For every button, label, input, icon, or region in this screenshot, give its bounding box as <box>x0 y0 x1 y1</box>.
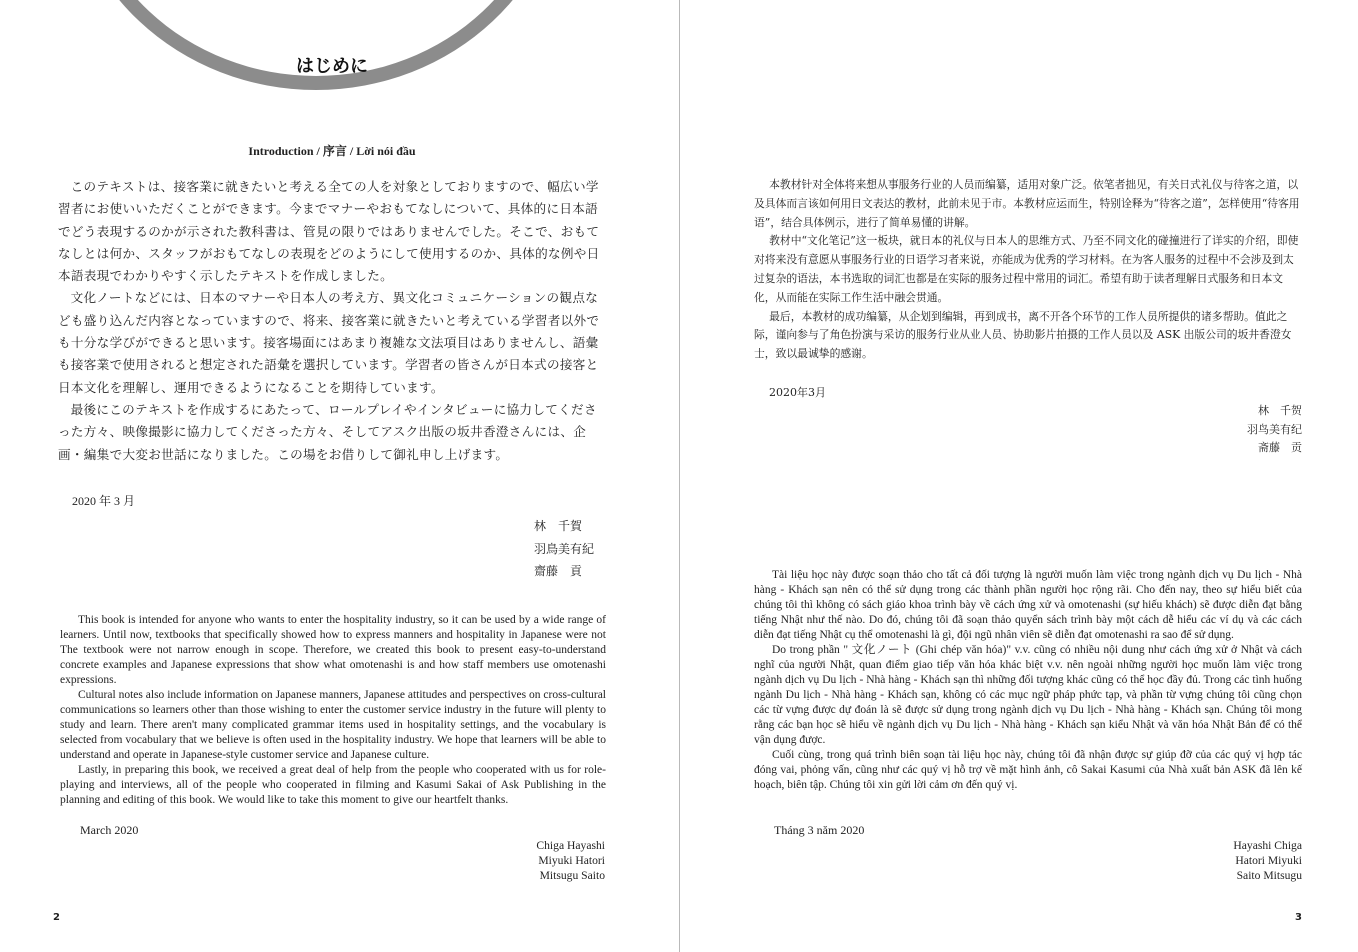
en-date: March 2020 <box>80 823 139 837</box>
en-paragraph-3: Lastly, in preparing this book, we received a great deal of help from the people who cooperated with us for role-playing and interviews, all of the people who cooperated in filming and Kasumi Sakai of Ask Publishing in the planning and editing of this book. We would like to take this moment to give our heartfelt thanks. <box>60 764 606 806</box>
cn-authors <box>1247 402 1302 458</box>
page-number-left: 2 <box>53 912 60 923</box>
english-intro <box>60 613 606 808</box>
japanese-intro <box>58 176 606 466</box>
chinese-intro <box>754 176 1302 364</box>
jp-author-3: 齋藤 貢 <box>534 564 583 578</box>
jp-paragraph-1: このテキストは、接客業に就きたいと考える全ての人を対象としておりますので、幅広い学習者にお使いいただくことができます。今までマナーやおもてなしについて、具体的に日本語でどう表現するのかが示された教科書は、管見の限りではありませんでした。そこで、おもてなしとは何か、スタッフがおもてなしの表現をどのようにして使用するのか、具体的な例や日本語表現でわかりやすく示したテキストを作成しました。 <box>58 179 600 284</box>
jp-date: 2020 年 3 月 <box>72 494 136 508</box>
vi-date: Tháng 3 năm 2020 <box>774 823 865 837</box>
vi-author-2: Hatori Miyuki <box>1235 854 1302 867</box>
jp-authors <box>534 515 594 583</box>
cn-date: 2020年3月 <box>769 386 826 399</box>
vi-paragraph-1: Tài liệu học này được soạn thảo cho tất cả đối tượng là người muốn làm việc trong ngành dịch vụ Du lịch - Nhà hàng - Khách sạn nên có thể sử dụng trong các thành phần người học rộng rãi. Cho đến nay, theo sự hiểu biết của chúng tôi thì không có sách giáo khoa trình bày về cách ứng xử và omotenashi (sự hiếu khách) sẽ được diễn đạt bằng tiếng Nhật như thế nào. Do đó, chúng tôi đã soạn thảo quyển sách trình bày một cách dễ hiểu các ví dụ và các cách diễn đạt tiếng Nhật cụ thể omotenashi là gì, đội ngũ nhân viên sẽ diễn đạt omotenashi ra sao để sử dụng. <box>754 569 1302 641</box>
jp-paragraph-3: 最後にこのテキストを作成するにあたって、ロールプレイやインタビューに協力してくださった方々、映像撮影に協力してくださった方々、そしてアスク出版の坂井香澄さんには、企画・編集で大変お世話になりました。この場をお借りして御礼申し上げます。 <box>58 401 597 462</box>
page-title: はじめに <box>296 56 368 77</box>
jp-paragraph-2: 文化ノートなどには、日本のマナーや日本人の考え方、異文化コミュニケーションの観点なども盛り込んだ内容となっていますので、将来、接客業に就きたいと考えている学習者以外でも十分な学びができると思います。接客場面にはあまり複雑な文法項目はありませんし、語彙も接客業で使用されると想定された語彙を選択しています。学習者の皆さんが日本式の接客と日本文化を理解し、運用できるようになることを期待しています。 <box>58 290 600 395</box>
en-authors <box>536 838 605 883</box>
cn-author-2: 羽鸟美有纪 <box>1247 422 1302 436</box>
en-paragraph-2: Cultural notes also include information on Japanese manners, Japanese attitudes and perspectives on cross-cultural communications so learners other than those wishing to enter the customer service industry in the future will plenty to study and learn. There aren't many complicated grammar items used in hospitality settings, and the vocabulary is selected from vocabulary that we believe is often used in the hospitality industry. We hope that learners will be able to understand and operate in Japanese-style customer service and Japanese culture. <box>60 689 606 761</box>
vi-authors <box>1233 838 1302 883</box>
vi-paragraph-3: Cuối cùng, trong quá trình biên soạn tài liệu học này, chúng tôi đã nhận được sự giúp đỡ của các quý vị hợp tác đóng vai, phỏng vấn, cũng như các quý vị hỗ trợ về mặt hình ảnh, cô Sakai Kasumi của Nhà xuất bản ASK đã lên kế hoạch, biên tập. Chúng tôi xin gửi lời cảm ơn đến quý vị. <box>754 749 1302 791</box>
jp-author-1: 林 千賀 <box>534 519 583 533</box>
en-author-3: Mitsugu Saito <box>539 869 605 882</box>
page-number-right: 3 <box>1295 912 1302 923</box>
cn-author-3: 斋藤 贡 <box>1258 441 1302 454</box>
en-author-1: Chiga Hayashi <box>536 839 605 852</box>
vi-author-3: Saito Mitsugu <box>1236 869 1302 882</box>
cn-paragraph-3: 最后，本教材的成功编纂，从企划到编辑，再到成书，离不开各个环节的工作人员所提供的诸多帮助。值此之际，谨向参与了角色扮演与采访的服务行业从业人员、协助影片拍摄的工作人员以及 ASK 出版公司的坂井香澄女士，致以最诚挚的感谢。 <box>754 309 1292 361</box>
jp-author-2: 羽鳥美有紀 <box>534 541 595 556</box>
right-page <box>680 0 1358 952</box>
vietnamese-intro <box>754 568 1302 793</box>
cn-author-1: 林 千贺 <box>1258 404 1302 417</box>
vi-paragraph-2: Do trong phần " 文化ノート (Ghi chép văn hóa)" v.v. cũng có nhiều nội dung như cách ứng xử ở Nhật và cách nghĩ của người Nhật, quan điểm giao tiếp văn hóa khác biệt v.v. nên ngoài những người học muốn làm việc trong ngành dịch vụ Du lịch - Nhà hàng - Khách sạn thì những đối tượng khác cũng có thể học đầy đủ. Trong các tình huống ngành Du lịch - Nhà hàng - Khách sạn, không có các mục ngữ pháp phức tạp, và phần từ vựng chúng tôi cũng chọn các từ vựng được dự đoán là sẽ được sử dụng trong ngành dịch vụ Du lịch - Nhà hàng - Khách sạn. Chúng tôi mong rằng các bạn học sẽ hiểu về ngành dịch vụ Du lịch - Nhà hàng - Khách sạn kiểu Nhật và văn hóa Nhật Bản để có thể vận dụng được. <box>754 644 1302 746</box>
page-subtitle: Introduction / 序言 / Lời nói đầu <box>248 144 416 158</box>
en-paragraph-1: This book is intended for anyone who wants to enter the hospitality industry, so it can be used by a wide range of learners. Until now, textbooks that specifically showed how to express manners and hospitality in Japanese were not The textbook were not narrow enough in scope. Therefore, we created this book to present easy-to-understand concrete examples and Japanese expressions that show what omotenashi is and how staff members use omotenashi expressions. <box>60 614 606 686</box>
cn-paragraph-2: 教材中“文化笔记”这一板块，就日本的礼仪与日本人的思维方式、乃至不同文化的碰撞进行了详实的介绍，即使对将来没有意愿从事服务行业的日语学习者来说，亦能成为优秀的学习材料。在为客人服务的过程中不会涉及到太过复杂的语法，本书选取的词汇也都是在实际的服务过程中常用的词汇。希望有助于读者理解日式服务和日本文化，从而能在实际工作生活中融会贯通。 <box>754 234 1299 304</box>
en-author-2: Miyuki Hatori <box>538 854 605 867</box>
vi-author-1: Hayashi Chiga <box>1233 839 1302 852</box>
cn-paragraph-1: 本教材针对全体将来想从事服务行业的人员而编纂，适用对象广泛。依笔者拙见，有关日式礼仪与待客之道，以及具体而言该如何用日文表达的教材，此前未见于市。本教材应运而生，特别诠释为“待客之道”，怎样使用“待客用语”，结合具体例示，进行了简单易懂的讲解。 <box>754 178 1300 229</box>
